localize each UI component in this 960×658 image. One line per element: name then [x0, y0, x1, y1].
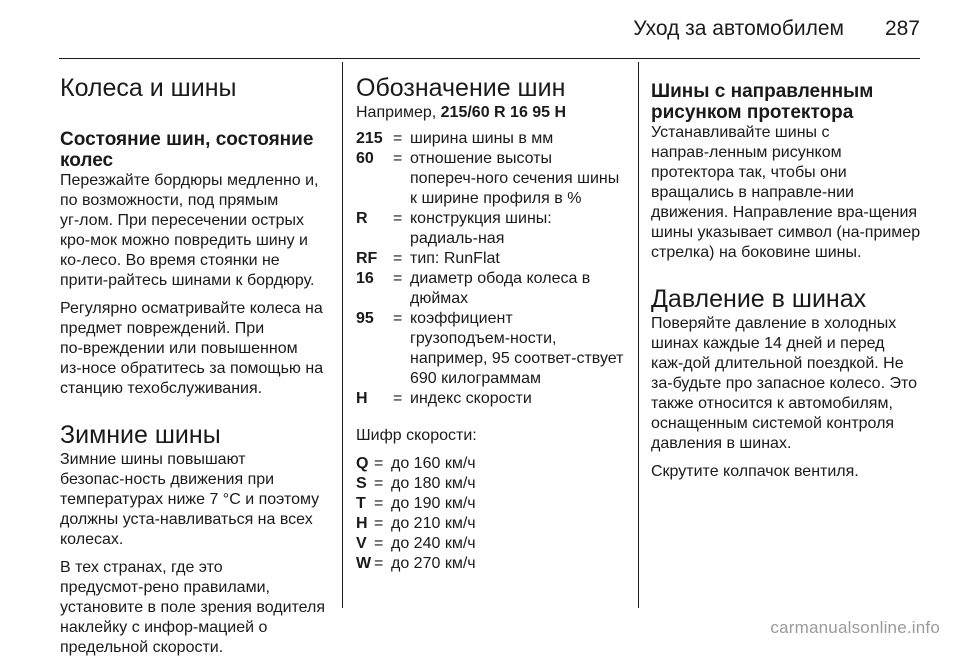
section-title-tire-pressure: Давление в шинах: [651, 285, 867, 313]
speed-row: [356, 474, 626, 494]
equals-sign: =: [393, 250, 403, 267]
column-divider-1: [342, 62, 343, 608]
speed-key: V: [356, 535, 367, 552]
speed-row: [356, 454, 626, 474]
column-2: [356, 62, 626, 574]
speed-value: до 190 км/ч: [391, 495, 476, 512]
designation-row: [356, 129, 626, 149]
paragraph-directional: Устанавливайте шины с направ‑ленным рисунком протектора так, чтобы они вращались в направле‑нии движения. Направление вра‑щения шины указывает символ (на‑пример стрелка) на боковине шины.: [651, 124, 921, 261]
speed-row: [356, 514, 626, 534]
section-title-wheels-tires: Колеса и шины: [60, 74, 237, 102]
designation-row: [356, 389, 626, 409]
speed-value: до 240 км/ч: [391, 535, 476, 552]
designation-row: [356, 309, 626, 389]
designation-value: диаметр обода колеса в дюймах: [410, 270, 591, 307]
designation-row: [356, 249, 626, 269]
designation-example: [356, 103, 626, 123]
designation-row: [356, 269, 626, 309]
designation-value: коэффициент грузоподъем‑ности, например, 95 соответ‑ствует 690 килограммам: [410, 310, 624, 387]
speed-value: до 270 км/ч: [391, 555, 476, 572]
example-code: 215/60 R 16 95 H: [440, 104, 567, 121]
equals-sign: =: [393, 390, 403, 407]
paragraph-winter-safety: Зимние шины повышают безопас‑ность движения при температурах ниже 7 °C и поэтому должны уста‑навливаться на всех колесах.: [60, 451, 320, 548]
designation-key: R: [356, 210, 368, 227]
section-title-winter-tires: Зимние шины: [60, 421, 221, 449]
paragraph-curbs: Перезжайте бордюры медленно и, по возможности, под прямым уг‑лом. При пересечении острых кро‑мок можно повредить шину и ко‑лесо. Во время стоянки не прити‑райтесь шинами к бордюру.: [60, 172, 319, 289]
running-header-title: Уход за автомобилем: [633, 17, 844, 40]
speed-key: W: [356, 555, 372, 572]
equals-sign: =: [393, 270, 403, 287]
speed-value: до 180 км/ч: [391, 475, 476, 492]
equals-sign: =: [374, 515, 384, 532]
column-1: [60, 62, 330, 658]
speed-code-label: Шифр скорости:: [356, 427, 477, 444]
heading-directional-tires: Шины с направленным рисунком протектора: [651, 81, 874, 123]
designation-key: H: [356, 390, 368, 407]
equals-sign: =: [374, 495, 384, 512]
paragraph-check-pressure: Поверяйте давление в холодных шинах каждые 14 дней и перед каж‑дой длительной поездкой. Не за‑будьте про запасное колесо. Это также относится к автомобилям, оснащенным системой контроля давления в шинах.: [651, 315, 918, 452]
column-3: [651, 62, 929, 482]
designation-row: [356, 209, 626, 249]
column-divider-2: [638, 62, 639, 608]
designation-value: конструкция шины: радиаль‑ная: [410, 210, 552, 247]
equals-sign: =: [393, 150, 403, 167]
speed-key: S: [356, 475, 367, 492]
speed-key: T: [356, 495, 366, 512]
header-rule: [59, 58, 920, 59]
section-title-tire-designation: Обозначение шин: [356, 74, 566, 102]
designation-key: 215: [356, 130, 383, 147]
equals-sign: =: [374, 475, 384, 492]
designation-value: тип: RunFlat: [410, 250, 500, 267]
equals-sign: =: [374, 455, 384, 472]
designation-key: 16: [356, 270, 374, 287]
speed-code-list: [356, 454, 626, 574]
designation-key: 95: [356, 310, 374, 327]
speed-row: [356, 494, 626, 514]
equals-sign: =: [393, 310, 403, 327]
equals-sign: =: [374, 535, 384, 552]
watermark: carmanualsonline.info: [770, 618, 940, 637]
equals-sign: =: [393, 130, 403, 147]
speed-row: [356, 534, 626, 554]
example-prefix: Например,: [356, 104, 437, 121]
paragraph-inspect-wheels: Регулярно осматривайте колеса на предмет повреждений. При по‑вреждении или повышенном из‑носе обратитесь за помощью на станцию техобслуживания.: [60, 300, 324, 397]
heading-tire-condition: Состояние шин, состояние колес: [60, 129, 314, 171]
speed-value: до 160 км/ч: [391, 455, 476, 472]
designation-value: ширина шины в мм: [410, 130, 554, 147]
equals-sign: =: [393, 210, 403, 227]
speed-value: до 210 км/ч: [391, 515, 476, 532]
designation-row: [356, 149, 626, 209]
speed-row: [356, 554, 626, 574]
speed-key: Q: [356, 455, 369, 472]
paragraph-valve-cap: Скрутите колпачок вентиля.: [651, 463, 859, 480]
speed-key: H: [356, 515, 368, 532]
designation-list: [356, 129, 626, 409]
designation-value: отношение высоты попереч‑ного сечения шины к ширине профиля в %: [410, 150, 620, 207]
page-number: 287: [884, 17, 920, 40]
designation-value: индекс скорости: [410, 390, 532, 407]
equals-sign: =: [374, 555, 384, 572]
paragraph-speed-sticker: В тех странах, где это предусмот‑рено правилами, установите в поле зрения водителя наклейку с инфор‑мацией о предельной скорости.: [60, 559, 326, 656]
designation-key: 60: [356, 150, 374, 167]
designation-key: RF: [356, 250, 378, 267]
